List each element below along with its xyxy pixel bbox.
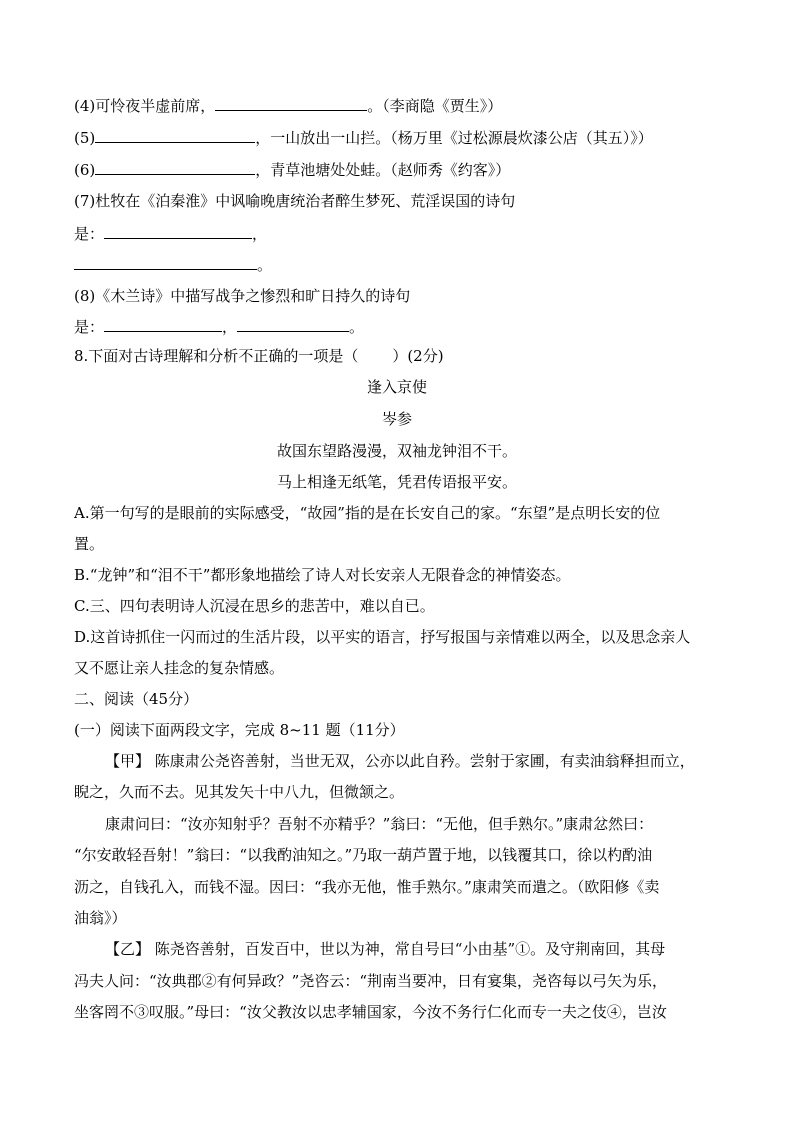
question-8-stem: [74, 345, 444, 367]
passage-jia-line-6: 油翁》）: [74, 909, 127, 927]
passage-yi-line-3: 坐客罔不③叹服。”母曰：“汝父教汝以忠孝辅国家，今汝不务行仁化而专一夫之伎④，岂汝: [74, 1003, 667, 1021]
answer-prefix: 是：: [74, 225, 105, 243]
fill-item-8-prompt: (8)《木兰诗》中描写战争之惨烈和旷日持久的诗句: [74, 287, 411, 305]
answer-blank[interactable]: [95, 127, 255, 143]
stem-score: ）(2分): [392, 347, 444, 365]
poem-title: 逢入京使: [366, 378, 427, 396]
item-number: (5): [74, 129, 96, 147]
fill-item-7-answer-1: [74, 223, 267, 245]
passage-jia-line-3: 康肃问曰：“汝亦知射乎？吾射不亦精乎？”翁曰：“无他，但手熟尔。”康肃忿然曰：: [105, 815, 654, 833]
passage-jia-line-2: 睨之，久而不去。见其发矢十中八九，但微颔之。: [74, 783, 405, 801]
answer-end: 。: [257, 256, 273, 274]
fill-item-5: [74, 127, 653, 149]
answer-separator: ，: [222, 318, 238, 336]
answer-blank[interactable]: [74, 254, 257, 270]
fill-item-7-answer-2: [74, 254, 272, 276]
passage-yi-line-1: 【乙】 陈尧咨善射，百发百中，世以为神，常自号曰“小由基”①。及守荆南回，其母: [105, 940, 666, 958]
option-b: B.“龙钟”和“泪不干”都形象地描绘了诗人对长安亲人无限眷念的神情姿态。: [74, 566, 571, 584]
item-number: (6): [74, 161, 96, 179]
poem-line-1: 故国东望路漫漫，双袖龙钟泪不干。: [276, 442, 517, 460]
passage-yi-line-2: 冯夫人问：“汝典郡②有何异政？”尧咨云：“荆南当要冲，日有宴集，尧咨每以弓矢为乐，: [74, 972, 668, 990]
passage-jia-line-1: 【甲】 陈康肃公尧咨善射，当世无双，公亦以此自矜。尝射于家圃，有卖油翁释担而立，: [105, 752, 695, 770]
answer-blank[interactable]: [104, 316, 222, 332]
answer-blank[interactable]: [104, 223, 252, 239]
answer-prefix: 是：: [74, 318, 105, 336]
option-a-line-2: 置。: [74, 535, 105, 553]
section-title: 二、阅读（45分）: [74, 690, 199, 708]
answer-blank[interactable]: [237, 316, 349, 332]
fill-item-7-prompt: (7)杜牧在《泊秦淮》中讽喻晚唐统治者醉生梦死、荒淫误国的诗句: [74, 192, 516, 210]
answer-end: 。: [349, 318, 365, 336]
fill-item-8-answer: [74, 316, 364, 338]
answer-blank[interactable]: [95, 159, 255, 175]
item-text-after: 。（李商隐《贾生》）: [367, 97, 503, 115]
item-number: (4): [74, 97, 96, 115]
fill-item-6: [74, 159, 510, 181]
item-text-before: 可怜夜半虚前席，: [95, 97, 216, 115]
item-text-after: ，一山放出一山拦。（杨万里《过松源晨炊漆公店（其五）》）: [255, 129, 653, 147]
poem-author: 岑参: [381, 410, 412, 428]
item-text-after: ，青草池塘处处蛙。（赵师秀《约客》）: [255, 161, 511, 179]
fill-item-4: [74, 95, 502, 117]
answer-blank[interactable]: [215, 95, 367, 111]
stem-text: 8.下面对古诗理解和分析不正确的一项是（: [74, 347, 359, 365]
answer-separator: ，: [252, 225, 268, 243]
poem-line-2: 马上相逢无纸笔，凭君传语报平安。: [276, 473, 517, 491]
option-d-line-2: 又不愿让亲人挂念的复杂情感。: [74, 659, 285, 677]
option-c: C.三、四句表明诗人沉浸在思乡的悲苦中，难以自已。: [74, 597, 435, 615]
subsection-title: (一）阅读下面两段文字，完成 8~11 题（11分）: [74, 721, 405, 739]
option-a-line-1: A.第一句写的是眼前的实际感受，“故园”指的是在长安自己的家。“东望”是点明长安的位: [74, 504, 661, 522]
option-d-line-1: D.这首诗抓住一闪而过的生活片段，以平实的语言，抒写报国与亲情难以两全，以及思念亲人: [74, 628, 691, 646]
passage-jia-line-5: 沥之，自钱孔入，而钱不湿。因曰：“我亦无他，惟手熟尔。”康肃笑而遣之。（欧阳修《卖: [74, 878, 660, 896]
passage-jia-line-4: “尔安敢轻吾射！”翁曰：“以我酌油知之。”乃取一葫芦置于地，以钱覆其口，徐以杓酌油: [74, 846, 653, 864]
